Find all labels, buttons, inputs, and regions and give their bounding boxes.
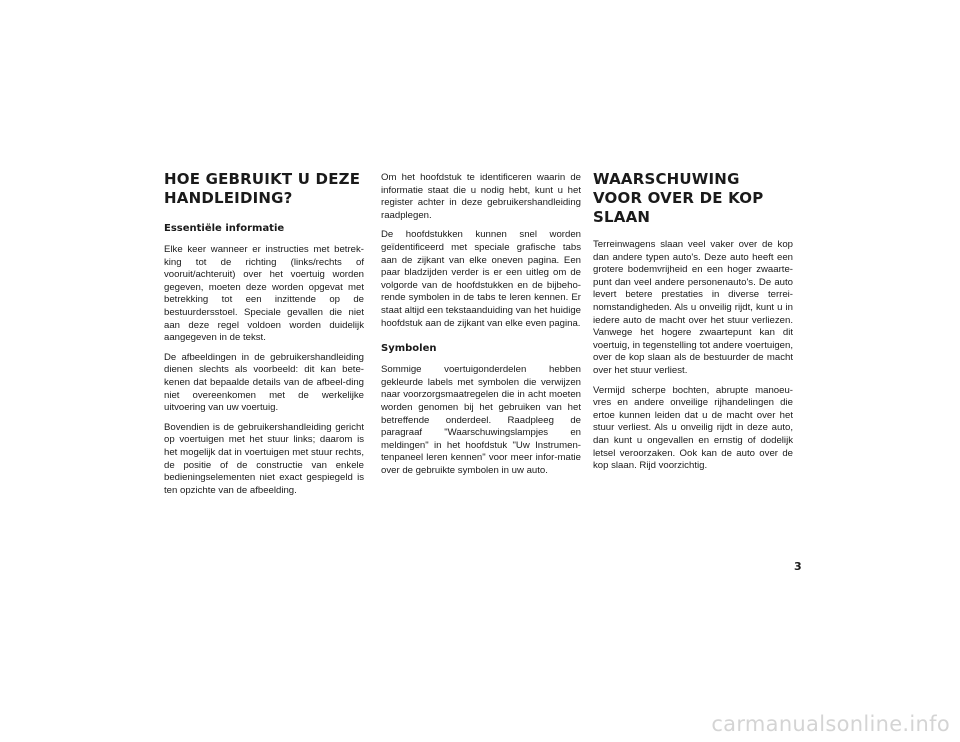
watermark: carmanualsonline.info — [711, 712, 950, 736]
subheading-symbols: Symbolen — [381, 343, 437, 355]
paragraph: De hoofdstukken kunnen snel worden geïdentificeerd met speciale grafische tabs aan de zijkant van elke oneven pagina. Een paar bladzijden verder is er een uitleg om de volgorde van de hoofdstukken en de bijbeho-rende symbolen in de tabs te leren kennen. Er staat altijd een tekstaanduiding van het huidige hoofdstuk aan de zijkant van elke even pagina. — [381, 229, 581, 329]
paragraph: Sommige voertuigonderdelen hebben gekleurde labels met symbolen die verwijzen naar voorzorgsmaatregelen die in acht moeten worden genomen bij het gebruiken van het betreffende onderdeel. Raadpleeg de paragraaf "Waarschuwingslampjes en meldingen" in het hoofdstuk "Uw Instrumen-tenpaneel leren kennen" voor meer infor-matie over de gebruikte symbolen in uw auto. — [381, 364, 581, 476]
section-heading-how-to-use: HOE GEBRUIKT U DEZE HANDLEIDING? — [164, 170, 361, 207]
column-left — [164, 170, 364, 504]
paragraph: Vermijd scherpe bochten, abrupte manoeu-vres en andere onveilige rijhandelingen die ertoe kunnen leiden dat u de macht over het stuur verliest. Als u onveilig rijdt in deze auto, dan kunt u ongevallen en ernstig of dodelijk letsel veroorzaken. Ook kan de auto over de kop slaan. Rijd voorzichtig. — [593, 384, 793, 472]
column-right — [593, 170, 793, 480]
paragraph: Bovendien is de gebruikershandleiding gericht op voertuigen met het stuur links; daarom is het mogelijk dat in voertuigen met stuur rechts, de positie of de constructie van enkele bedieningselementen niet exact gespiegeld is ten opzichte van de afbeelding. — [164, 421, 364, 496]
column-middle — [381, 172, 581, 484]
paragraph: Om het hoofdstuk te identificeren waarin de informatie staat die u nodig hebt, kunt u het register achter in deze gebruikershandleiding raadplegen. — [381, 172, 581, 221]
page-number: 3 — [794, 560, 802, 573]
subheading-essential-info: Essentiële informatie — [164, 223, 285, 234]
section-heading-rollover-warning: WAARSCHUWING VOOR OVER DE KOP SLAAN — [593, 170, 764, 226]
paragraph: De afbeeldingen in de gebruikershandleiding dienen slechts als voorbeeld: dit kan bete-kenen dat bepaalde details van de afbeel-ding niet overeenkomen met de werkelijke uitvoering van uw voertuig. — [164, 351, 364, 414]
paragraph: Elke keer wanneer er instructies met betrek-king tot de richting (links/rechts of vooruit/achteruit) over het voertuig worden gegeven, moeten deze worden opgevat met betrekking tot een inzittende op de bestuurdersstoel. Speciale gevallen die niet aan deze regel voldoen worden duidelijk aangegeven in de tekst. — [164, 244, 364, 344]
paragraph: Terreinwagens slaan veel vaker over de kop dan andere typen auto's. Deze auto heeft een grotere bodemvrijheid en een hoger zwaarte-punt dan veel andere personenauto's. De auto levert betere prestaties in diverse terrei-nomstandigheden. Als u onveilig rijdt, kunt u in iedere auto de macht over het stuur verliezen. Vanwege het hogere zwaartepunt kan dit voertuig, in tegenstelling tot andere voertuigen, over de kop slaan als de bestuurder de macht over het stuur verliest. — [593, 239, 793, 376]
